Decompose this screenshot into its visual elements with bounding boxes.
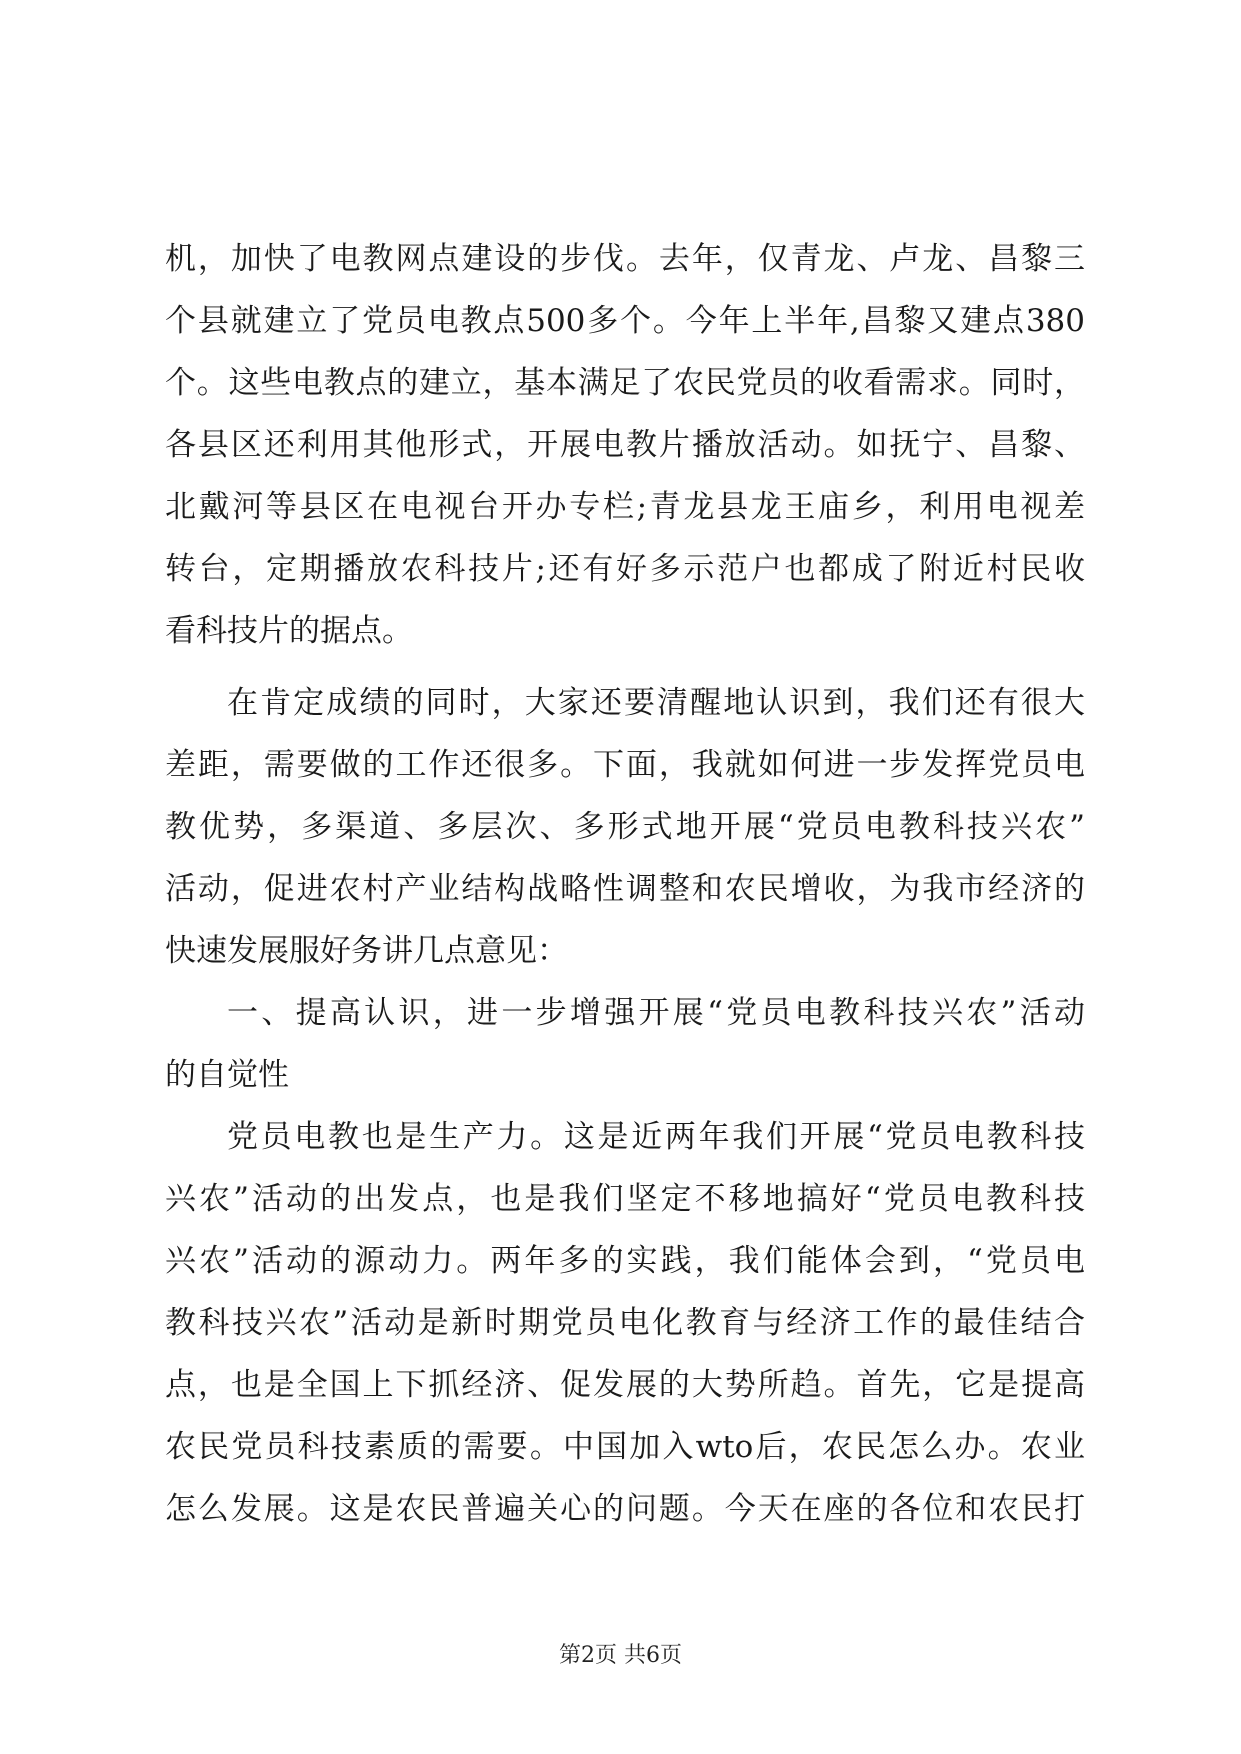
paragraph-first-line: 在肯定成绩的同时，大家还要清醒地认识到，我们还有很大 (227, 685, 1085, 721)
text-line: 怎么发展。这是农民普遍关心的问题。今天在座的各位和农民打 (165, 1491, 1085, 1527)
text-line: 教科技兴农”活动是新时期党员电化教育与经济工作的最佳结合 (165, 1305, 1085, 1341)
text-line: 个。这些电教点的建立，基本满足了农民党员的收看需求。同时， (165, 365, 1085, 401)
text-line: 各县区还利用其他形式，开展电教片播放活动。如抚宁、昌黎、 (165, 427, 1085, 463)
text-line: 差距，需要做的工作还很多。下面，我就如何进一步发挥党员电 (165, 747, 1085, 783)
text-line: 个县就建立了党员电教点500多个。今年上半年,昌黎又建点380 (165, 303, 1085, 339)
text-line: 快速发展服好务讲几点意见： (165, 933, 568, 969)
text-line: 兴农”活动的源动力。两年多的实践，我们能体会到，“党员电 (165, 1243, 1085, 1279)
document-body (165, 228, 1085, 1540)
text-line: 活动，促进农村产业结构战略性调整和农民增收，为我市经济的 (165, 871, 1085, 907)
section-heading-continued: 的自觉性 (165, 1057, 289, 1093)
text-line: 农民党员科技素质的需要。中国加入wto后，农民怎么办。农业 (165, 1429, 1085, 1465)
page-number-footer: 第2页 共6页 (559, 1643, 682, 1668)
text-line: 看科技片的据点。 (165, 613, 413, 649)
text-line: 机，加快了电教网点建设的步伐。去年，仅青龙、卢龙、昌黎三 (165, 241, 1085, 277)
paragraph-first-line: 党员电教也是生产力。这是近两年我们开展“党员电教科技 (227, 1119, 1085, 1155)
text-line: 转台，定期播放农科技片;还有好多示范户也都成了附近村民收 (165, 551, 1085, 587)
text-line: 点，也是全国上下抓经济、促发展的大势所趋。首先，它是提高 (165, 1367, 1085, 1403)
text-line: 教优势，多渠道、多层次、多形式地开展“党员电教科技兴农” (165, 809, 1085, 845)
text-line: 北戴河等县区在电视台开办专栏;青龙县龙王庙乡，利用电视差 (165, 489, 1085, 525)
text-line: 兴农”活动的出发点，也是我们坚定不移地搞好“党员电教科技 (165, 1181, 1085, 1217)
section-heading: 一、提高认识，进一步增强开展“党员电教科技兴农”活动 (227, 995, 1085, 1031)
